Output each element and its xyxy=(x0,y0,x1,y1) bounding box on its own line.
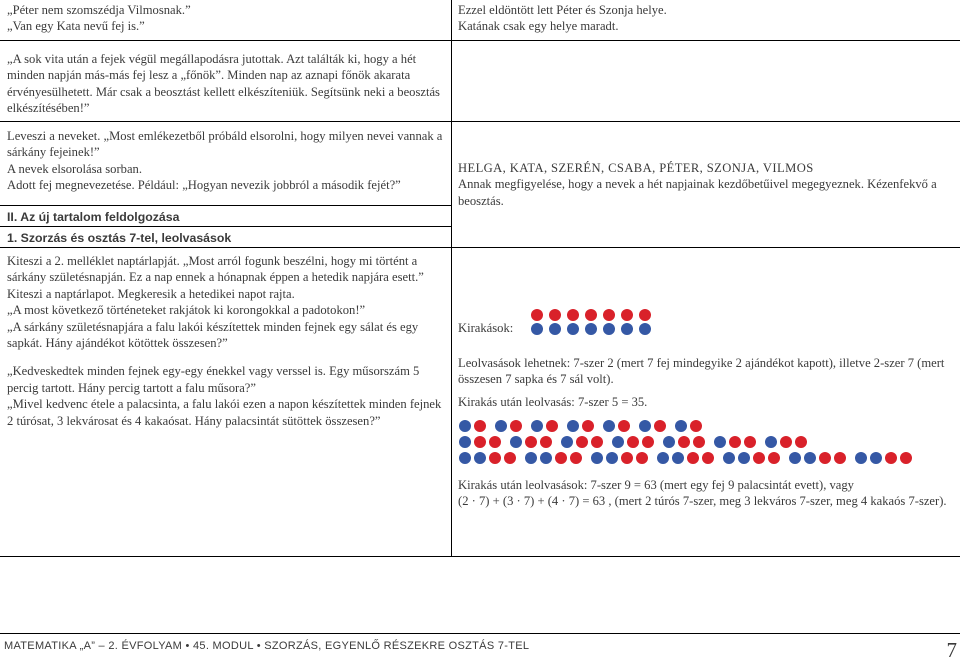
counter-group xyxy=(531,420,558,432)
blue-counter xyxy=(870,452,882,464)
left-cell-story xyxy=(7,51,445,117)
red-counter xyxy=(555,452,567,464)
counter-pair xyxy=(639,309,651,335)
blue-counter xyxy=(549,323,561,335)
counter-group xyxy=(789,452,846,464)
right-cell-final xyxy=(458,477,954,510)
footer-text xyxy=(4,640,960,652)
red-counter xyxy=(900,452,912,464)
blue-counter xyxy=(738,452,750,464)
red-counter xyxy=(576,436,588,448)
blue-counter xyxy=(675,420,687,432)
instruction-text: Kiteszi a 2. melléklet naptárlapját. „Most arról fogunk beszélni, hogy mi történt a sárkány születésnapján. Ez a nap ennek a hónapnak éppen a hetedik napjára esett.” xyxy=(7,254,424,285)
blue-counter xyxy=(639,323,651,335)
red-counter xyxy=(540,436,552,448)
blue-counter xyxy=(585,323,597,335)
blue-counter xyxy=(540,452,552,464)
red-counter xyxy=(525,436,537,448)
counter-group xyxy=(561,436,603,448)
red-counter xyxy=(768,452,780,464)
red-counter xyxy=(489,452,501,464)
red-counter xyxy=(702,452,714,464)
section-title: II. Az új tartalom feldolgozása xyxy=(7,210,180,224)
right-cell-leolvasas xyxy=(458,355,954,410)
blue-counter xyxy=(621,323,633,335)
red-counter xyxy=(795,436,807,448)
instruction-text: A nevek elsorolása sorban. xyxy=(7,161,142,176)
instruction-text: Leveszi a neveket. „Most emlékezetből próbáld elsorolni, hogy milyen nevei vannak a sárkány fejeinek!” xyxy=(7,129,443,160)
page-number: 7 xyxy=(946,638,957,662)
counter-pair xyxy=(549,309,561,335)
red-counter xyxy=(549,309,561,321)
red-counter xyxy=(618,420,630,432)
red-counter xyxy=(570,452,582,464)
counter-pair xyxy=(567,309,579,335)
counter-group xyxy=(714,436,756,448)
red-counter xyxy=(474,420,486,432)
red-counter xyxy=(621,452,633,464)
red-counter xyxy=(591,436,603,448)
counter-pair xyxy=(531,309,543,335)
footer-rule xyxy=(0,633,960,634)
red-counter xyxy=(531,309,543,321)
counter-row-turos xyxy=(459,420,912,432)
reading-text: (2 · 7) + (3 · 7) + (4 · 7) = 63 , (mert 2 túrós 7-szer, meg 3 lekváros 7-szer, meg 4 kakaós 7-szer). xyxy=(458,494,947,509)
counter-pair xyxy=(603,309,615,335)
red-counter xyxy=(567,309,579,321)
red-counter xyxy=(489,436,501,448)
counter-row-kakaos xyxy=(459,452,912,464)
red-counter xyxy=(819,452,831,464)
red-counter xyxy=(603,309,615,321)
red-counter xyxy=(582,420,594,432)
red-counter xyxy=(693,436,705,448)
counter-group xyxy=(525,452,582,464)
blue-counter xyxy=(495,420,507,432)
blue-counter xyxy=(567,420,579,432)
row-divider xyxy=(0,226,451,227)
red-counter xyxy=(621,309,633,321)
counter-row-lekvaros xyxy=(459,436,912,448)
counter-group xyxy=(459,436,501,448)
red-counter xyxy=(504,452,516,464)
instruction-text: „A most következő történeteket rakjátok ki korongokkal a padotokon!” xyxy=(7,303,366,318)
right-cell-names xyxy=(458,160,954,209)
kirakasok-label: Kirakások: xyxy=(458,321,514,335)
blue-counter xyxy=(663,436,675,448)
red-counter xyxy=(885,452,897,464)
reading-text: Kirakás után leolvasások: 7-szer 9 = 63 (mert egy fej 9 palacsintát evett), vagy xyxy=(458,478,854,492)
counter-pair xyxy=(621,309,633,335)
red-counter xyxy=(834,452,846,464)
blue-counter xyxy=(531,323,543,335)
reading-text: Kirakás után leolvasás: 7-szer 5 = 35. xyxy=(458,394,648,409)
blue-counter xyxy=(510,436,522,448)
blue-counter xyxy=(657,452,669,464)
counter-group xyxy=(675,420,702,432)
counter-group xyxy=(603,420,630,432)
names-list: HELGA, KATA, SZERÉN, CSABA, PÉTER, SZONJA, VILMOS xyxy=(458,161,814,175)
blue-counter xyxy=(525,452,537,464)
counter-group xyxy=(657,452,714,464)
blue-counter xyxy=(765,436,777,448)
counter-group xyxy=(459,452,516,464)
counter-group xyxy=(459,420,486,432)
red-counter xyxy=(729,436,741,448)
red-counter xyxy=(474,436,486,448)
blue-counter xyxy=(672,452,684,464)
counter-group xyxy=(591,452,648,464)
subsection-title: 1. Szorzás és osztás 7-tel, leolvasások xyxy=(7,231,232,245)
row-divider xyxy=(0,205,451,206)
red-counter xyxy=(687,452,699,464)
counter-group xyxy=(495,420,522,432)
red-counter xyxy=(744,436,756,448)
blue-counter xyxy=(591,452,603,464)
blue-counter xyxy=(855,452,867,464)
right-cell-result xyxy=(458,2,954,35)
blue-counter xyxy=(531,420,543,432)
word-problem: „A sárkány születésnapjára a falu lakói készítettek minden fejnek egy sálat és egy sapkát. Hány ajándékot kötöttek összesen?” xyxy=(7,319,419,351)
blue-counter xyxy=(789,452,801,464)
blue-counter xyxy=(474,452,486,464)
left-cell-quotes xyxy=(7,2,445,35)
red-counter xyxy=(690,420,702,432)
blue-counter xyxy=(459,436,471,448)
blue-counter xyxy=(612,436,624,448)
footer-label: MATEMATIKA „A” – 2. ÉVFOLYAM • 45. MODUL • SZORZÁS, EGYENLŐ RÉSZEKRE OSZTÁS 7-TEL xyxy=(4,640,530,652)
counter-layout-pairs xyxy=(531,309,651,335)
result-text: Ezzel eldöntött lett Péter és Szonja helye. xyxy=(458,3,667,17)
red-counter xyxy=(753,452,765,464)
instruction-text: Kiteszi a naptárlapot. Megkeresik a hetedikei napot rajta. xyxy=(7,286,295,301)
red-counter xyxy=(636,452,648,464)
instruction-text: Adott fej megnevezetése. Például: „Hogyan nevezik jobbról a második fejét?” xyxy=(7,178,401,193)
red-counter xyxy=(678,436,690,448)
blue-counter xyxy=(603,323,615,335)
counter-group xyxy=(765,436,807,448)
counter-group xyxy=(723,452,780,464)
blue-counter xyxy=(561,436,573,448)
word-problem: „Mivel kedvenc étele a palacsinta, a falu lakói ezen a napon készítettek minden fejnek 2 túrósat, 3 lekvárosat és 4 kakaósat. Hány palacsintát sütöttek összesen?” xyxy=(7,397,442,428)
blue-counter xyxy=(723,452,735,464)
blue-counter xyxy=(639,420,651,432)
red-counter xyxy=(627,436,639,448)
row-divider xyxy=(0,247,960,248)
reading-text: Leolvasások lehetnek: 7-szer 2 (mert 7 fej mindegyike 2 ajándékot kapott), illetve 2-szer 7 (mert összesen 7 sapka és 7 sál volt). xyxy=(458,356,945,387)
blue-counter xyxy=(459,420,471,432)
counter-group xyxy=(663,436,705,448)
red-counter xyxy=(585,309,597,321)
left-cell-names xyxy=(7,128,445,194)
blue-counter xyxy=(804,452,816,464)
counter-group xyxy=(567,420,594,432)
row-divider xyxy=(0,40,960,41)
blue-counter xyxy=(567,323,579,335)
red-counter xyxy=(546,420,558,432)
blue-counter xyxy=(714,436,726,448)
blue-counter xyxy=(459,452,471,464)
blue-counter xyxy=(603,420,615,432)
quote-line: „Van egy Kata nevű fej is.” xyxy=(7,19,145,34)
red-counter xyxy=(642,436,654,448)
word-problem: „Kedveskedtek minden fejnek egy-egy énekkel vagy verssel is. Egy műsorszám 5 percig tartott. Hány percig tartott a falu műsora?” xyxy=(7,364,420,395)
story-paragraph: „A sok vita után a fejek végül megállapodásra jutottak. Azt találták ki, hogy a hét minden napján más-más fej lesz a „főnök”. Minden nap az aznapi főnök akarata érvényesülhetett. Már csak a beosztást kellett elkészíteniük. Segítsünk neki a beosztás elkészítésében!” xyxy=(7,52,440,116)
counter-layout-groups xyxy=(459,420,912,464)
red-counter xyxy=(780,436,792,448)
quote-line: „Péter nem szomszédja Vilmosnak.” xyxy=(7,3,191,17)
column-divider xyxy=(451,0,452,557)
blue-counter xyxy=(606,452,618,464)
counter-group xyxy=(612,436,654,448)
row-divider xyxy=(0,556,960,557)
red-counter xyxy=(639,309,651,321)
counter-group xyxy=(855,452,912,464)
counter-group xyxy=(510,436,552,448)
red-counter xyxy=(510,420,522,432)
counter-group xyxy=(639,420,666,432)
row-divider xyxy=(0,121,960,122)
left-cell-tasks xyxy=(7,253,445,429)
red-counter xyxy=(654,420,666,432)
counter-pair xyxy=(585,309,597,335)
names-note: Annak megfigyelése, hogy a nevek a hét napjainak kezdőbetűivel megegyeznek. Kézenfekvő a beosztás. xyxy=(458,177,937,208)
result-text: Katának csak egy helye maradt. xyxy=(458,19,619,34)
